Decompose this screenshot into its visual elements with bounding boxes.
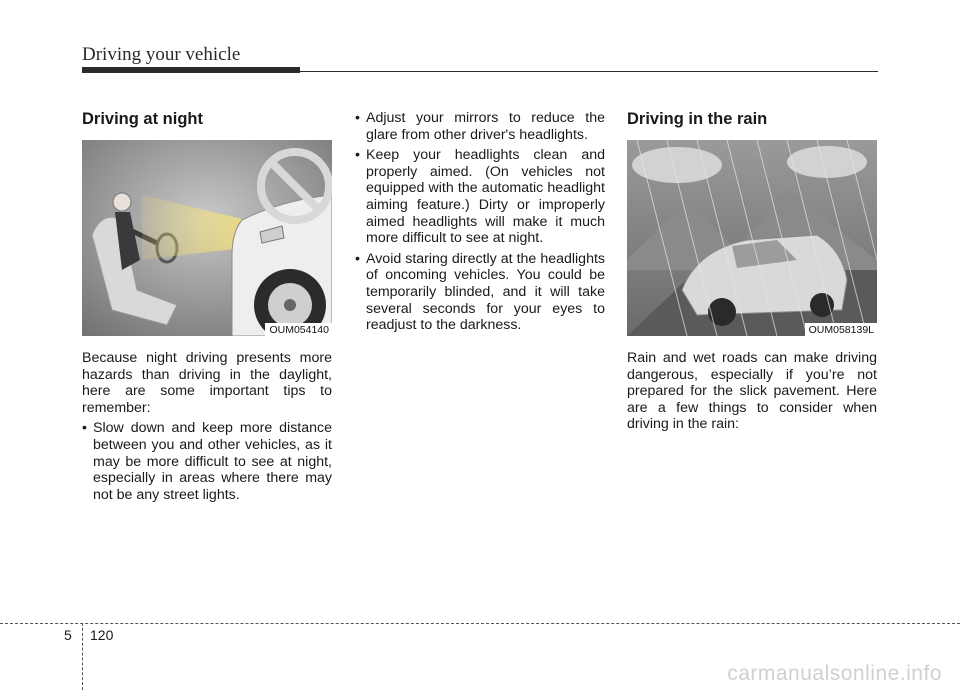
section-number: 5	[64, 627, 72, 643]
header-bar	[82, 67, 300, 73]
list-item: • Adjust your mirrors to reduce the glare from other driver's headlights.	[355, 110, 605, 143]
night-figure-code: OUM054140	[265, 323, 332, 336]
header-title: Driving your vehicle	[82, 44, 241, 65]
night-driving-figure	[82, 140, 332, 336]
night-column	[82, 110, 332, 503]
list-item: • Keep your headlights clean and properly aimed. (On vehicles not equipped with the automatic headlight aiming feature.) Dirty or improperly aimed headlights will make it much more difficult to see at night.	[355, 147, 605, 247]
rain-column	[627, 110, 877, 433]
night-intro: Because night driving presents more hazards than driving in the daylight, here are some important tips to remember:	[82, 350, 332, 416]
night-heading: Driving at night	[82, 110, 203, 128]
night-driving-illustration	[82, 140, 332, 336]
rain-driving-figure	[627, 140, 877, 336]
watermark: carmanualsonline.info	[727, 662, 942, 685]
list-item: • Slow down and keep more distance between you and other vehicles, as it may be more difficult to see at night, especially in areas where there may not be any street lights.	[82, 420, 332, 503]
rain-figure-code: OUM058139L	[805, 323, 877, 336]
page-number: 120	[90, 627, 114, 643]
rain-intro: Rain and wet roads can make driving dangerous, especially if you’re not prepared for the slick pavement. Here are a few things to consider when driving in the rain:	[627, 350, 877, 433]
footer-divider	[82, 623, 83, 690]
list-item: • Avoid staring directly at the headlights of oncoming vehicles. You could be temporarily blinded, and it will take several seconds for your eyes to readjust to the darkness.	[355, 251, 605, 334]
header-rule	[300, 71, 878, 72]
footer-rule	[0, 623, 960, 624]
rain-driving-illustration	[627, 140, 877, 336]
night-tips-list-b	[355, 110, 605, 334]
night-column-continued	[355, 110, 605, 334]
night-tips-list-a	[82, 420, 332, 503]
rain-heading: Driving in the rain	[627, 110, 768, 128]
